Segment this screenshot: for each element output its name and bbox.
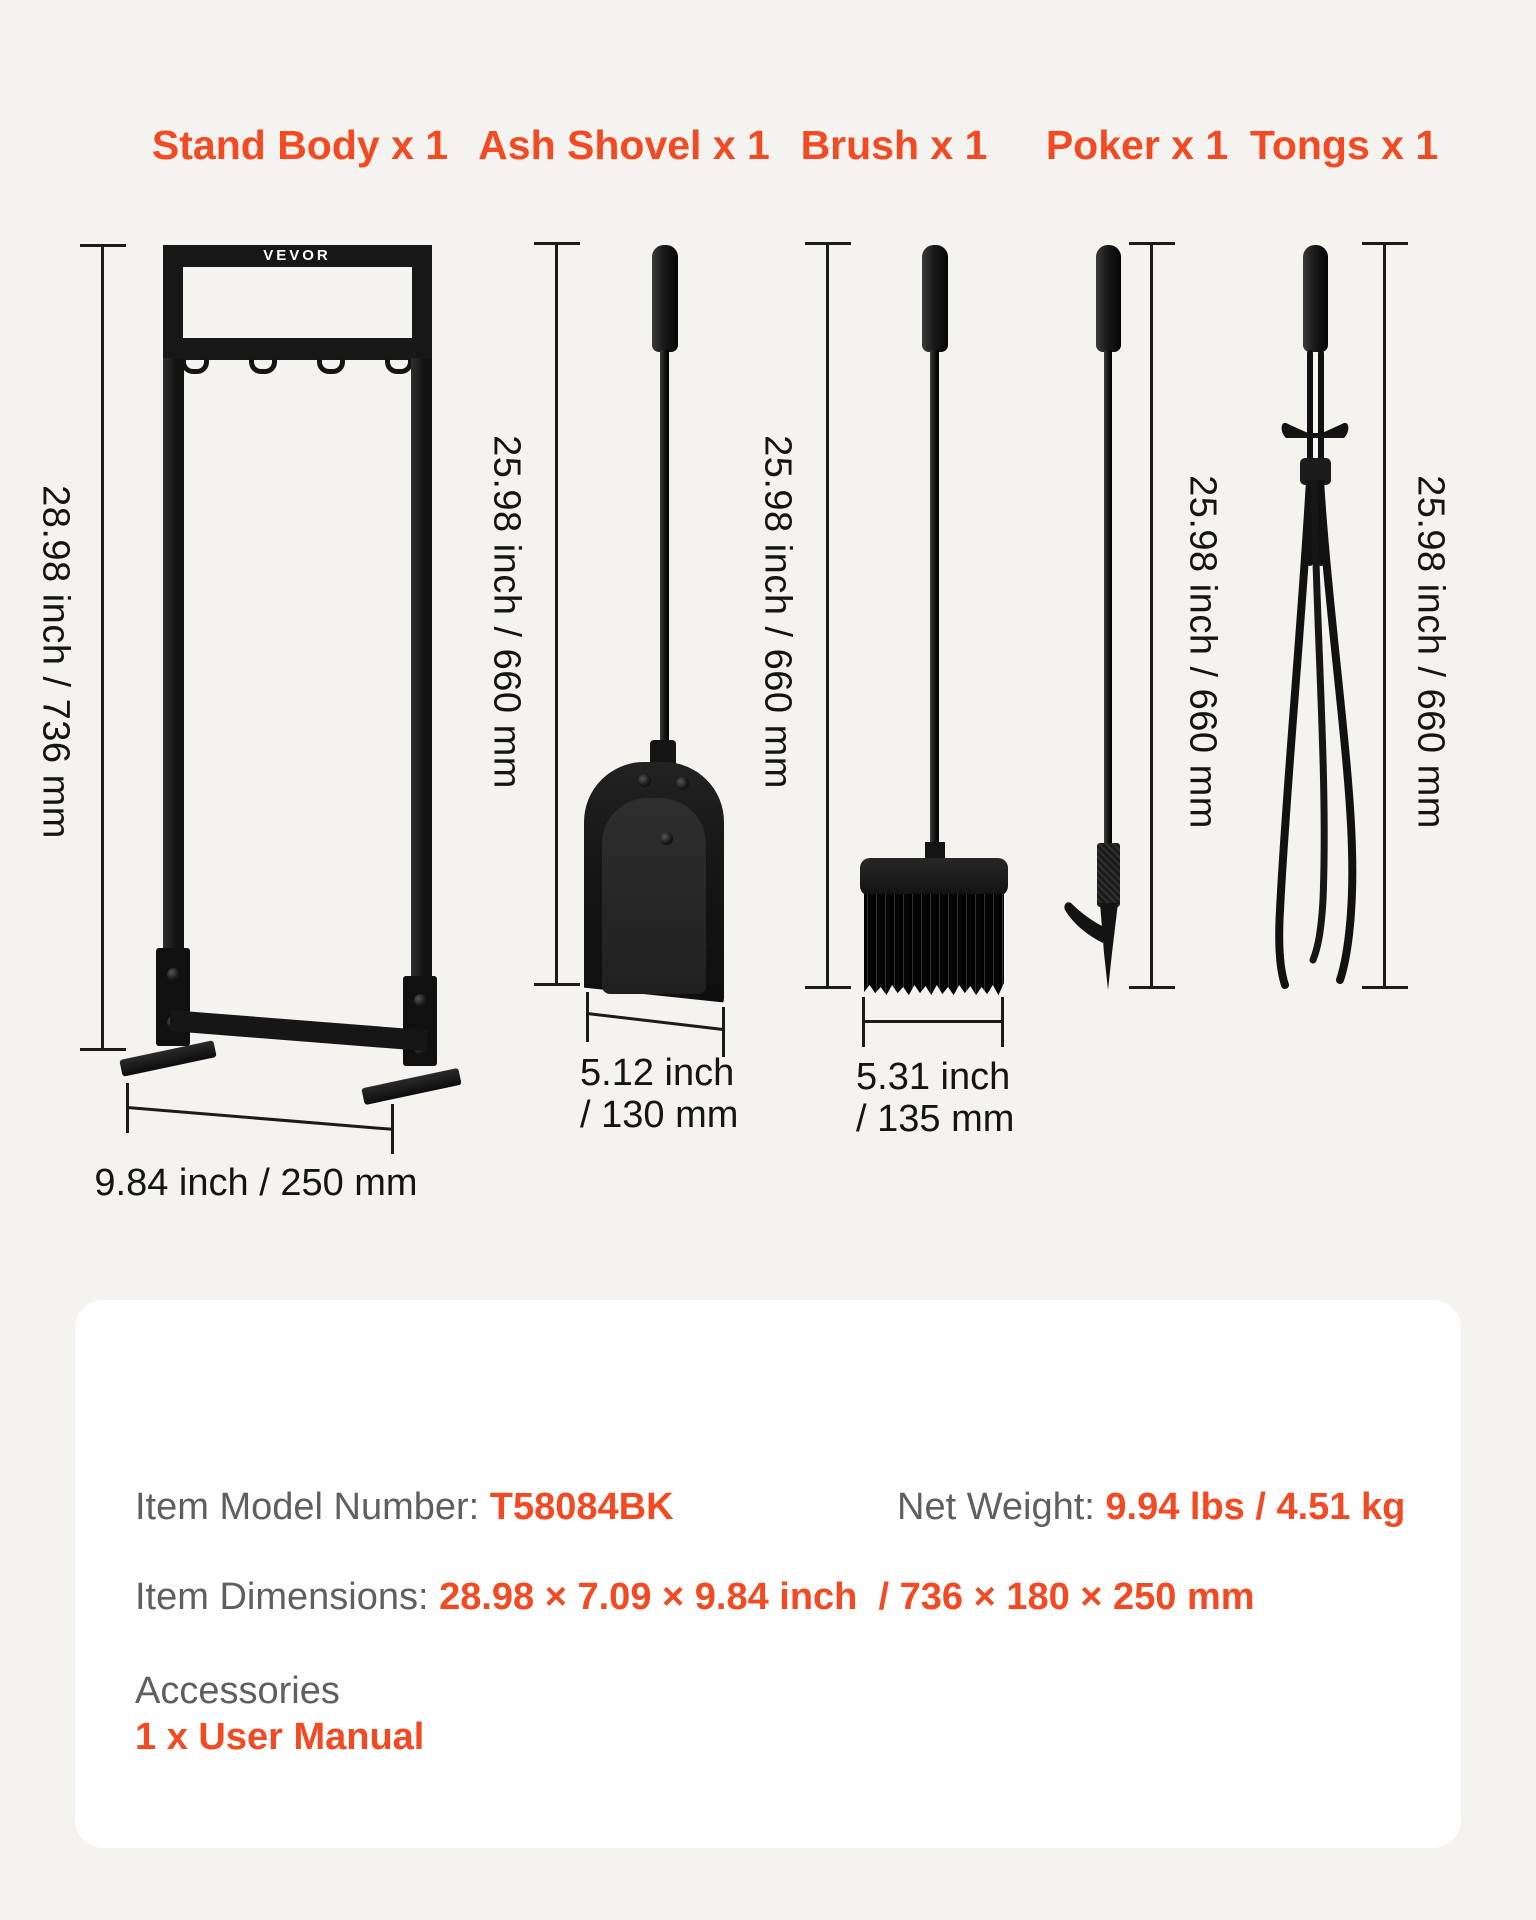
screw (638, 774, 651, 787)
accessories-label: Accessories (135, 1670, 340, 1712)
item-dimensions-row (135, 1576, 1255, 1619)
poker-hook (1048, 895, 1124, 995)
dimension-tick (586, 992, 589, 1042)
brush-head-cap (860, 858, 1008, 896)
hanger-hook (317, 358, 345, 374)
brush-width-line1: 5.31 inch (856, 1056, 1011, 1098)
poker-shaft (1104, 350, 1112, 846)
model-number-value: T58084BK (489, 1486, 674, 1528)
header-ash-shovel: Ash Shovel x 1 (478, 122, 770, 168)
net-weight-value: 9.94 lbs / 4.51 kg (1105, 1486, 1406, 1528)
screw (167, 968, 180, 981)
stand-width-label: 9.84 inch / 250 mm (94, 1162, 418, 1204)
model-number-row (135, 1486, 674, 1529)
poker-height-dimension-line (1150, 243, 1153, 988)
dimension-tick (1001, 997, 1004, 1047)
shovel-width-line1: 5.12 inch (580, 1052, 735, 1094)
brush-height-dimension-line (826, 243, 829, 988)
stand-right-leg (411, 358, 432, 1032)
info-card (75, 1300, 1461, 1848)
dimension-tick (1129, 986, 1175, 989)
shovel-shaft (660, 350, 669, 746)
item-dimensions-value: 28.98 × 7.09 × 9.84 inch / 736 × 180 × 250 mm (439, 1576, 1255, 1618)
brush-height-label: 25.98 inch / 660 mm (756, 435, 799, 789)
tongs-handle (1303, 245, 1328, 352)
brush-handle (922, 245, 948, 352)
brush-width-label (856, 1056, 1014, 1140)
header-brush: Brush x 1 (800, 122, 988, 168)
stand-height-dimension-line (101, 245, 104, 1051)
poker-height-label: 25.98 inch / 660 mm (1181, 475, 1224, 829)
header-stand-body: Stand Body x 1 (151, 122, 449, 168)
shovel-handle (652, 245, 678, 352)
tongs-height-dimension-line (1383, 243, 1386, 988)
net-weight-label: Net Weight: (897, 1486, 1106, 1528)
dimension-tick (1362, 986, 1408, 989)
shovel-height-label: 25.98 inch / 660 mm (485, 435, 528, 789)
screw (660, 832, 673, 845)
accessories-value: 1 x User Manual (135, 1716, 425, 1758)
header-tongs: Tongs x 1 (1249, 122, 1439, 168)
model-number-label: Item Model Number: (135, 1486, 490, 1528)
screw (676, 777, 689, 790)
stand-right-foot (361, 1068, 461, 1105)
dimension-tick (805, 242, 851, 245)
dimension-tick (80, 244, 126, 247)
hanger-hook (181, 358, 209, 374)
dimension-tick (534, 983, 580, 986)
stand-left-leg (163, 358, 184, 1032)
dimension-tick (80, 1048, 126, 1051)
stand-height-label: 28.98 inch / 736 mm (34, 485, 77, 839)
hanger-hook (385, 358, 413, 374)
shovel-head-panel (602, 798, 706, 994)
hanger-hook (249, 358, 277, 374)
brand-logo: VEVOR (263, 247, 331, 264)
shovel-width-label (580, 1052, 738, 1136)
dimension-tick (1129, 242, 1175, 245)
dimension-tick (862, 997, 865, 1047)
poker-handle (1096, 245, 1121, 352)
tongs-arms (1262, 480, 1362, 992)
dimension-tick (534, 242, 580, 245)
net-weight-row (897, 1486, 1405, 1529)
shovel-height-dimension-line (555, 243, 558, 985)
brush-width-line2: / 135 mm (856, 1098, 1015, 1140)
shovel-width-dimension-line (587, 1012, 723, 1031)
stand-width-dimension-line (127, 1106, 392, 1131)
dimension-tick (391, 1104, 394, 1154)
tongs-crossguard (1278, 412, 1352, 440)
brush-shaft (930, 350, 939, 848)
screw (414, 994, 427, 1007)
dimension-tick (126, 1083, 129, 1133)
dimension-tick (722, 1007, 725, 1057)
tongs-height-label: 25.98 inch / 660 mm (1409, 475, 1452, 829)
item-dimensions-label: Item Dimensions: (135, 1576, 440, 1618)
brush-width-dimension-line (863, 1020, 1003, 1023)
shovel-width-line2: / 130 mm (580, 1094, 739, 1136)
header-poker: Poker x 1 (1045, 122, 1229, 168)
brush-bristles (864, 894, 1004, 995)
dimension-tick (1362, 242, 1408, 245)
dimension-tick (805, 986, 851, 989)
